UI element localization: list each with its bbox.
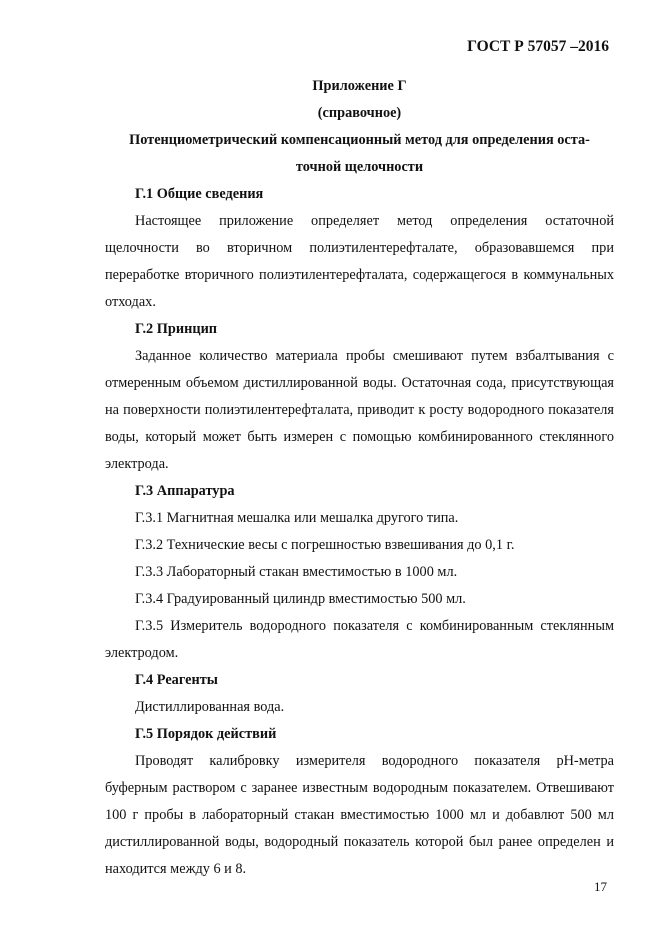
paragraph-g4: Дистиллированная вода.: [135, 699, 285, 715]
page-content: [105, 73, 614, 883]
section-heading-g1: Г.1 Общие сведения: [135, 186, 264, 202]
list-item-g35: Г.3.5 Измеритель водородного показателя с комбинированным стеклянным электродом.: [105, 618, 614, 661]
list-item-g33: Г.3.3 Лабораторный стакан вместимостью в 1000 мл.: [135, 564, 458, 580]
paragraph-g2: Заданное количество материала пробы смешивают путем взбалтывания с отмеренным объемом дистиллированной воды. Остаточная сода, присутствующая на поверхности полиэтилентерефталата, приводит к росту водородного показателя воды, который может быть измерен с помощью комбинированного стеклянного электрода.: [105, 348, 614, 472]
paragraph-g1: Настоящее приложение определяет метод определения остаточной щелочности во вторичном полиэтилентерефталате, образовавшемся при переработке вторичного полиэтилентерефталата, содержащегося в коммунальных отходах.: [105, 213, 614, 310]
appendix-status: (справочное): [317, 105, 402, 121]
list-item-g31: Г.3.1 Магнитная мешалка или мешалка другого типа.: [135, 510, 459, 526]
appendix-title: Приложение Г: [312, 78, 407, 94]
list-item-g32: Г.3.2 Технические весы с погрешностью взвешивания до 0,1 г.: [135, 537, 515, 553]
section-heading-g2: Г.2 Принцип: [135, 321, 218, 337]
page-number: 17: [594, 879, 607, 894]
section-heading-g5: Г.5 Порядок действий: [135, 726, 277, 742]
paragraph-g5: Проводят калибровку измерителя водородного показателя рН-метра буферным раствором с заранее известным водородным показателем. Отвешивают 100 г пробы в лабораторный стакан вместимостью 1000 мл и добавлют 500 мл дистиллированной воды, водородный показатель которой был ранее определен и находится между 6 и 8.: [105, 753, 614, 877]
appendix-heading-line1: Потенциометрический компенсационный метод для определения оста-: [129, 132, 590, 148]
document-code: ГОСТ Р 57057 –2016: [467, 38, 609, 55]
appendix-heading-line2: точной щелочности: [295, 159, 424, 175]
section-heading-g4: Г.4 Реагенты: [135, 672, 218, 688]
list-item-g34: Г.3.4 Градуированный цилиндр вместимостью 500 мл.: [135, 591, 466, 607]
section-heading-g3: Г.3 Аппаратура: [135, 483, 235, 499]
